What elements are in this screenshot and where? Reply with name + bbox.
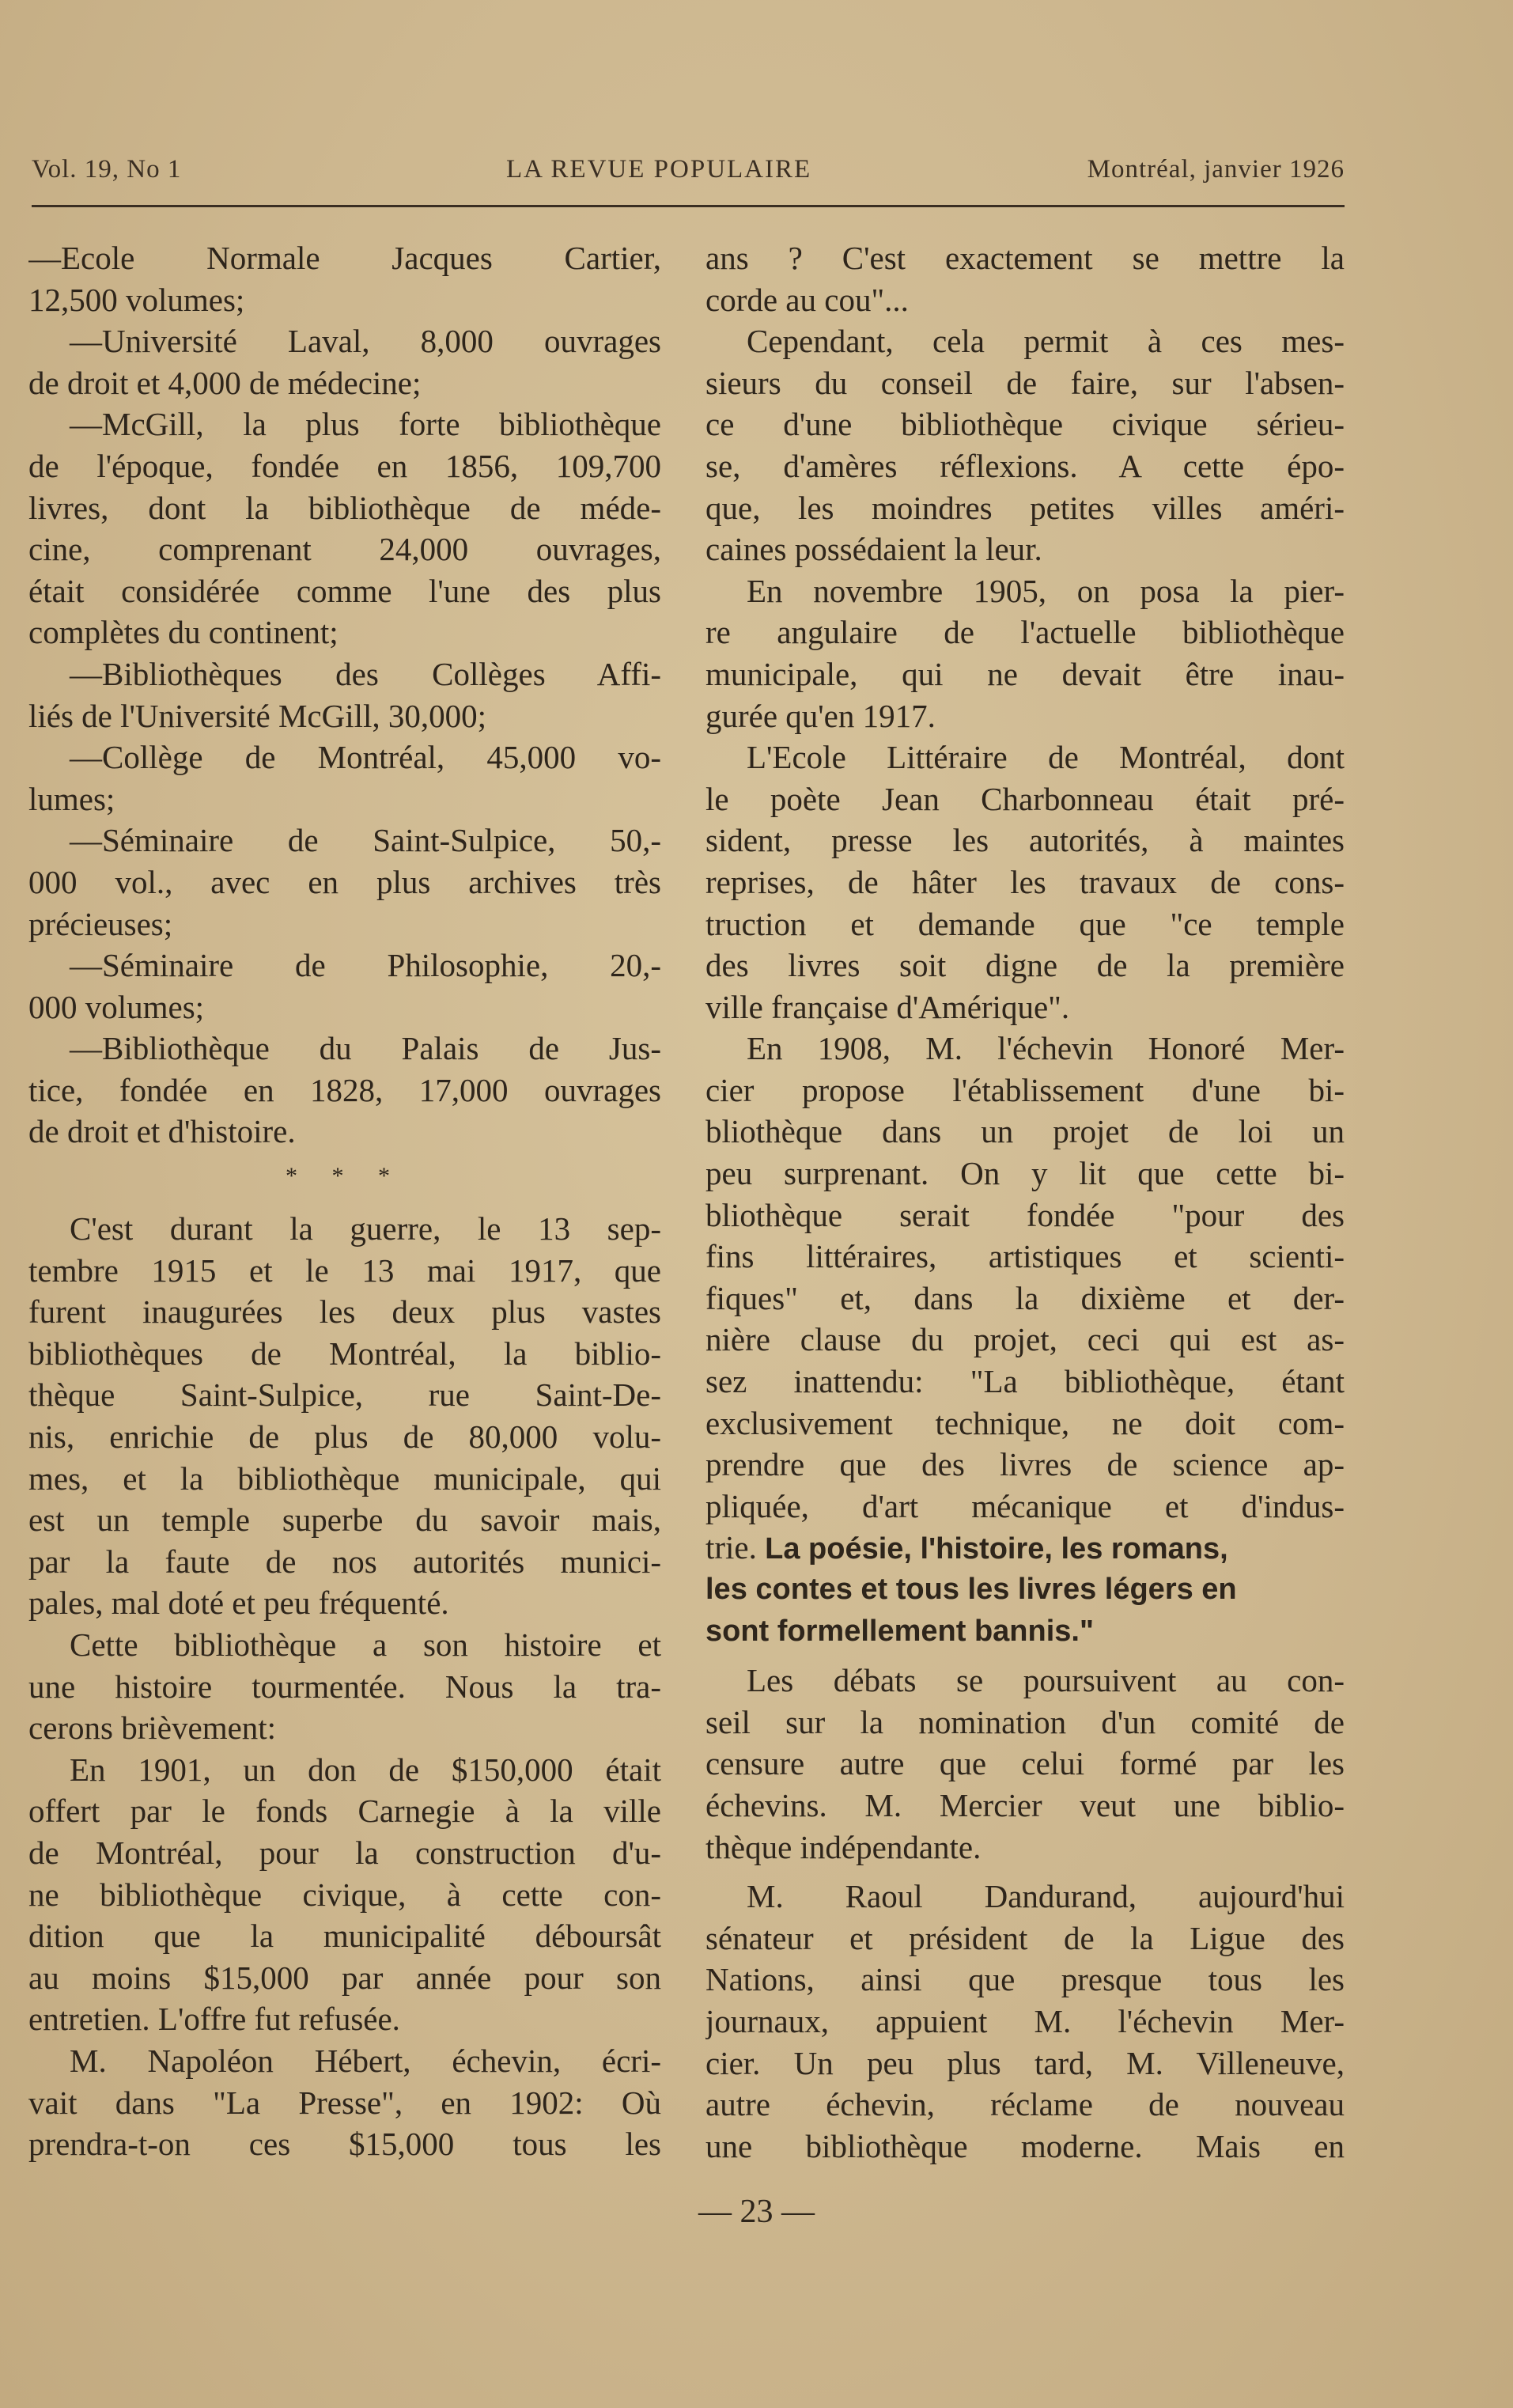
bold-text-line: les contes et tous les livres légers en [705,1573,1237,1606]
text-line: En 1908, M. l'échevin Honoré Mer- [747,1030,1345,1067]
text-line: C'est durant la guerre, le 13 sep- [70,1210,661,1248]
text-line: dition que la municipalité déboursât [28,1918,661,1955]
page-number: — 23 — [698,2194,815,2230]
text-line: nière clause du projet, ceci qui est as- [705,1321,1345,1358]
text-line-with-bold [705,1527,1345,1569]
text-line: —Séminaire de Philosophie, 20,- [70,947,661,984]
text-line: seil sur la nomination d'un comité de [705,1703,1345,1740]
text-line: cine, comprenant 24,000 ouvrages, [28,531,661,568]
text-line: que, les moindres petites villes améri- [705,489,1345,526]
text-line: pales, mal doté et peu fréquenté. [28,1585,449,1622]
running-header [32,155,1345,195]
text-line: vait dans "La Presse", en 1902: Où [28,2084,661,2121]
text-line: bliothèque serait fondée "pour des [705,1196,1345,1233]
text-line: entretien. L'offre fut refusée. [28,2001,400,2038]
text-line: lumes; [28,780,115,817]
text-line: une histoire tourmentée. Nous la tra- [28,1668,661,1705]
text-line: prendre que des livres de science ap- [705,1446,1345,1483]
text-line: cerons brièvement: [28,1709,277,1747]
text-line: cier propose l'établissement d'une bi- [705,1071,1345,1108]
text-line: En novembre 1905, on posa la pier- [747,572,1345,609]
volume-number: Vol. 19, No 1 [32,155,182,184]
text-line: peu surprenant. On y lit que cette bi- [705,1155,1345,1192]
text-line: fiques" et, dans la dixième et der- [705,1279,1345,1316]
text-line: se, d'amères réflexions. A cette épo- [705,447,1345,484]
text-line: était considérée comme l'une des plus [28,572,661,609]
text-line: 12,500 volumes; [28,281,245,318]
text-line: ville française d'Amérique". [705,988,1070,1025]
text-line: corde au cou"... [705,281,909,318]
text-line: Les débats se poursuivent au con- [747,1662,1345,1699]
text-line: prendra-t-on ces $15,000 tous les [28,2126,661,2163]
text-line: par la faute de nos autorités munici- [28,1543,661,1580]
text-line: Cependant, cela permit à ces mes- [747,323,1345,360]
text-line: ans ? C'est exactement se mettre la [705,240,1345,276]
text-line: —Ecole Normale Jacques Cartier, [28,240,661,276]
text-line: est un temple superbe du savoir mais, [28,1501,661,1539]
text-line: ne bibliothèque civique, à cette con- [28,1876,661,1913]
text-line: —Université Laval, 8,000 ouvrages [70,323,661,360]
section-separator: * * * [286,1163,404,1190]
text-line: —Séminaire de Saint-Sulpice, 50,- [70,822,661,859]
text-line: municipale, qui ne devait être inau- [705,655,1345,692]
text-line: tembre 1915 et le 13 mai 1917, que [28,1251,661,1289]
text-line: tice, fondée en 1828, 17,000 ouvrages [28,1071,661,1108]
text-line: fins littéraires, artistiques et scienti- [705,1238,1345,1275]
text-line: le poète Jean Charbonneau était pré- [705,780,1345,817]
text-line: sénateur et président de la Ligue des [705,1919,1345,1956]
text-line: précieuses; [28,905,173,942]
text-line: sieurs du conseil de faire, sur l'absen- [705,364,1345,401]
text-line: Cette bibliothèque a son histoire et [70,1626,661,1663]
text-line: de l'époque, fondée en 1856, 109,700 [28,447,661,484]
text-line: une bibliothèque moderne. Mais en [705,2127,1345,2164]
text-line: Nations, ainsi que presque tous les [705,1961,1345,1998]
text-line: 000 vol., avec en plus archives très [28,863,661,900]
text-line: liés de l'Université McGill, 30,000; [28,697,487,734]
text-line: autre échevin, réclame de nouveau [705,2086,1345,2123]
text-line: M. Raoul Dandurand, aujourd'hui [747,1878,1345,1915]
journal-title: LA REVUE POPULAIRE [506,155,812,184]
text-line: ce d'une bibliothèque civique sérieu- [705,406,1345,443]
text-line: nis, enrichie de plus de 80,000 volu- [28,1418,661,1456]
right-column [705,237,1345,2167]
text-line: offert par le fonds Carnegie à la ville [28,1793,661,1830]
text-line: pliquée, d'art mécanique et d'indus- [705,1487,1345,1524]
issue-date: Montréal, janvier 1926 [1087,155,1345,184]
text-line: bliothèque dans un projet de loi un [705,1113,1345,1150]
text-line: reprises, de hâter les travaux de cons- [705,863,1345,900]
text-line: cier. Un peu plus tard, M. Villeneuve, [705,2044,1345,2081]
text-line: —Bibliothèques des Collèges Affi- [70,655,661,692]
text-line: exclusivement technique, ne doit com- [705,1404,1345,1441]
text-line: furent inaugurées les deux plus vastes [28,1293,661,1331]
text-line: truction et demande que "ce temple [705,905,1345,942]
text-line: complètes du continent; [28,614,339,651]
text-line: caines possédaient la leur. [705,531,1042,568]
text-line: censure autre que celui formé par les [705,1745,1345,1782]
text-line: sez inattendu: "La bibliothèque, étant [705,1363,1345,1400]
text-line: mes, et la bibliothèque municipale, qui [28,1460,661,1497]
text-line: journaux, appuient M. l'échevin Mer- [705,2002,1345,2039]
text-line: En 1901, un don de $150,000 était [70,1751,661,1788]
text-line: sident, presse les autorités, à maintes [705,822,1345,859]
text-line: L'Ecole Littéraire de Montréal, dont [747,739,1345,776]
text-line: thèque indépendante. [705,1828,982,1865]
text-line: bibliothèques de Montréal, la biblio- [28,1335,661,1372]
text-line: échevins. M. Mercier veut une biblio- [705,1786,1345,1823]
text-line: —Collège de Montréal, 45,000 vo- [70,739,661,776]
header-rule [32,205,1345,207]
text-line: livres, dont la bibliothèque de méde- [28,489,661,526]
text-line: de droit et 4,000 de médecine; [28,364,422,401]
text-line: gurée qu'en 1917. [705,697,936,734]
text-line: thèque Saint-Sulpice, rue Saint-De- [28,1376,661,1414]
text-run: trie. [705,1529,757,1566]
bold-text-line: sont formellement bannis." [705,1614,1094,1648]
text-line: re angulaire de l'actuelle bibliothèque [705,614,1345,651]
text-line: M. Napoléon Hébert, échevin, écri- [70,2042,661,2079]
text-line: des livres soit digne de la première [705,947,1345,984]
text-line: de droit et d'histoire. [28,1113,296,1150]
text-line: 000 volumes; [28,988,205,1025]
text-line: de Montréal, pour la construction d'u- [28,1834,661,1871]
text-line: —Bibliothèque du Palais de Jus- [70,1030,661,1067]
text-line: —McGill, la plus forte bibliothèque [70,406,661,443]
left-column [28,237,661,2165]
text-line: au moins $15,000 par année pour son [28,1959,661,1996]
bold-text-run: La poésie, l'histoire, les romans, [765,1532,1228,1566]
